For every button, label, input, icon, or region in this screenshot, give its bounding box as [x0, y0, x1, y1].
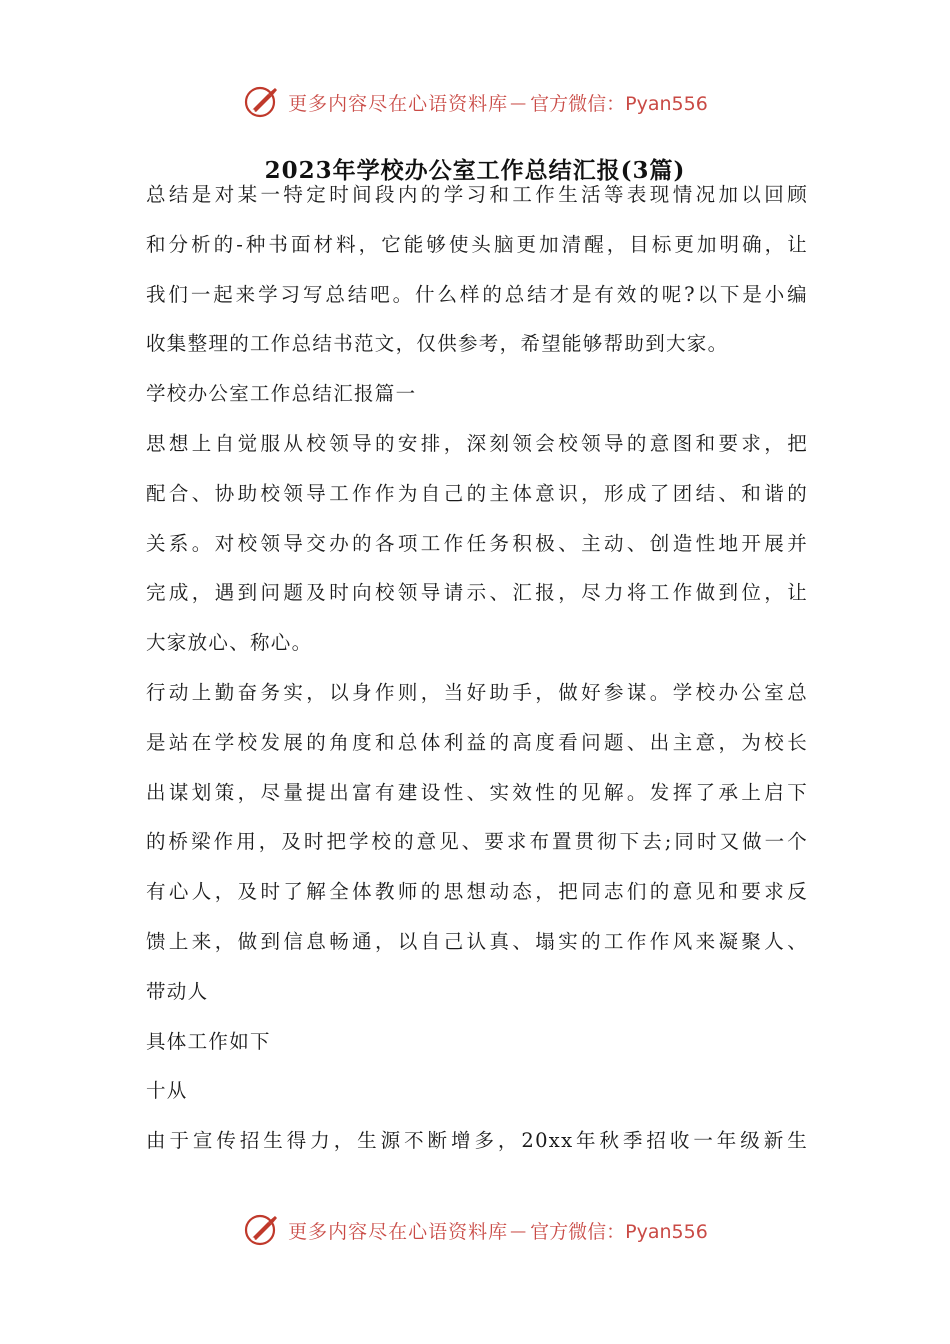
pen-logo-icon [242, 82, 282, 122]
watermark-contact: 官方微信：Pyan556 [530, 1220, 708, 1243]
watermark-dash: — [510, 1220, 527, 1240]
text-line: 大家放心、称心。 [146, 631, 313, 655]
text-line: 我们一起来学习写总结吧。什么样的总结才是有效的呢?以下是小编 [146, 282, 808, 306]
watermark-dash: — [510, 92, 527, 112]
text-line: 带动人 [146, 979, 209, 1003]
document-title: 2023年学校办公室工作总结汇报(3篇) [264, 157, 686, 184]
text-line: 由于宣传招生得力，生源不断增多，20xx年秋季招收一年级新生 [146, 1129, 808, 1153]
text-line: 出谋划策，尽量提出富有建设性、实效性的见解。发挥了承上启下 [146, 780, 808, 804]
text-line: 关系。对校领导交办的各项工作任务积极、主动、创造性地开展并 [146, 531, 808, 555]
text-line: 和分析的-种书面材料，它能够使头脑更加清醒，目标更加明确，让 [146, 232, 808, 256]
watermark-text: 更多内容尽在心语资料库 [288, 1220, 509, 1243]
text-line: 行动上勤奋务实，以身作则，当好助手，做好参谋。学校办公室总 [146, 680, 808, 704]
text-line: 十从 [146, 1079, 188, 1103]
document-body [146, 170, 808, 1166]
text-line: 配合、协助校领导工作作为自己的主体意识，形成了团结、和谐的 [146, 481, 808, 505]
text-line: 的桥梁作用，及时把学校的意见、要求布置贯彻下去;同时又做一个 [146, 830, 808, 854]
text-line: 馈上来，做到信息畅通，以自己认真、塌实的工作作风来凝聚人、 [146, 929, 808, 953]
watermark-banner-top [0, 80, 950, 124]
text-line: 总结是对某一特定时间段内的学习和工作生活等表现情况加以回顾 [146, 183, 808, 206]
section-heading: 学校办公室工作总结汇报篇一 [146, 382, 417, 406]
watermark-banner-bottom [0, 1208, 950, 1252]
text-line: 具体工作如下 [146, 1029, 271, 1053]
watermark-contact: 官方微信：Pyan556 [530, 92, 708, 115]
text-line: 完成，遇到问题及时向校领导请示、汇报，尽力将工作做到位，让 [146, 581, 808, 605]
pen-logo-icon [242, 1210, 282, 1250]
text-line: 有心人，及时了解全体教师的思想动态，把同志们的意见和要求反 [146, 880, 808, 904]
text-line: 是站在学校发展的角度和总体利益的高度看问题、出主意，为校长 [146, 730, 808, 754]
text-line: 思想上自觉服从校领导的安排，深刻领会校领导的意图和要求，把 [146, 431, 808, 455]
watermark-text: 更多内容尽在心语资料库 [288, 92, 509, 115]
text-line: 收集整理的工作总结书范文，仅供参考，希望能够帮助到大家。 [146, 332, 729, 356]
